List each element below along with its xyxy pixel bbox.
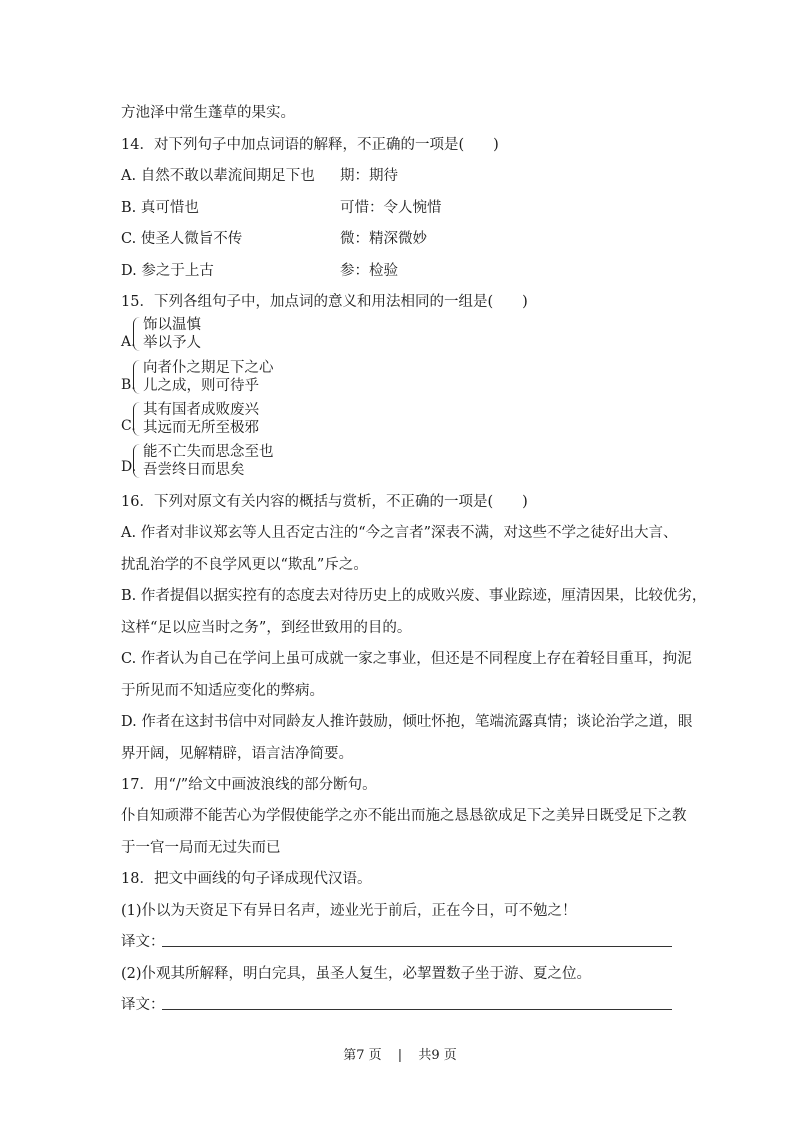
q15-option-a-line1: 饰以温慎 bbox=[143, 317, 201, 333]
q18-answer-line-1[interactable] bbox=[162, 946, 672, 947]
q14-option-c-explanation: 微：精深微妙 bbox=[340, 231, 427, 247]
q16-option-d-line2: 界开阔，见解精辟，语言洁净简要。 bbox=[121, 746, 353, 762]
q15-option-d-line1: 能不亡失而思念至也 bbox=[143, 444, 274, 460]
q15-option-d-label: D. bbox=[121, 459, 137, 475]
q18-sentence-2: (2)仆观其所解释，明白完具，虽圣人复生，必挈置数子坐于游、夏之位。 bbox=[121, 966, 592, 982]
q15-option-b-brace bbox=[133, 360, 141, 394]
q18-translation-label-2: 译文： bbox=[121, 997, 165, 1013]
q15-option-c-line2: 其远而无所至极邪 bbox=[143, 420, 259, 436]
q15-option-d-line2: 吾尝终日而思矣 bbox=[143, 462, 245, 478]
q15-option-c-brace bbox=[133, 402, 141, 436]
q15-option-c-line1: 其有国者成败废兴 bbox=[143, 402, 259, 418]
q16-option-a-line1: A. 作者对非议郑玄等人且否定古注的“今之言者”深表不满，对这些不学之徒好出大言、 bbox=[121, 525, 678, 541]
q18-translation-label-1: 译文： bbox=[121, 934, 165, 950]
q14-option-d-sentence: D. 参之于上古 bbox=[121, 263, 214, 279]
q14-stem: 14．对下列句子中加点词语的解释，不正确的一项是( ) bbox=[121, 137, 499, 153]
q17-passage-line1: 仆自知顽滞不能苦心为学假使能学之亦不能出而施之恳恳欲成足下之美异日既受足下之教 bbox=[121, 808, 687, 824]
q17-stem: 17．用“/”给文中画波浪线的部分断句。 bbox=[121, 777, 377, 793]
q15-option-d-brace bbox=[133, 444, 141, 478]
q14-option-b-sentence: B. 真可惜也 bbox=[121, 200, 199, 216]
q15-option-b-label: B. bbox=[121, 377, 136, 393]
q16-option-d-line1: D. 作者在这封书信中对同龄友人推许鼓励，倾吐怀抱，笔端流露真情；谈论治学之道，眼 bbox=[121, 714, 693, 730]
q15-option-a-line2: 举以予人 bbox=[143, 335, 201, 351]
page-footer bbox=[0, 1047, 800, 1065]
q16-option-b-line2: 这样“足以应当时之务”，到经世致用的目的。 bbox=[121, 620, 412, 636]
page-total: 共9 页 bbox=[418, 1048, 457, 1063]
q18-stem: 18．把文中画线的句子译成现代汉语。 bbox=[121, 871, 372, 887]
footer-separator: | bbox=[397, 1048, 403, 1063]
q15-option-a-brace bbox=[133, 317, 141, 351]
q14-option-b-explanation: 可惜：令人惋惜 bbox=[340, 200, 442, 216]
q15-option-a-label: A. bbox=[121, 334, 136, 350]
q15-option-b-line2: 儿之成，则可待乎 bbox=[143, 378, 259, 394]
q18-sentence-1: (1)仆以为天资足下有异日名声，迹业光于前后，正在今日，可不勉之！ bbox=[121, 903, 577, 919]
q14-option-c-sentence: C. 使圣人微旨不传 bbox=[121, 231, 243, 247]
q15-option-c-label: C. bbox=[121, 418, 136, 434]
q15-stem: 15．下列各组句子中，加点词的意义和用法相同的一组是( ) bbox=[121, 294, 528, 310]
q16-option-a-line2: 扰乱治学的不良学风更以“欺乱”斥之。 bbox=[121, 557, 368, 573]
q14-option-a-explanation: 期：期待 bbox=[340, 168, 398, 184]
q18-answer-line-2[interactable] bbox=[162, 1009, 672, 1010]
q17-passage-line2: 于一官一局而无过失而已 bbox=[121, 840, 281, 856]
q14-option-d-explanation: 参：检验 bbox=[340, 263, 398, 279]
q16-stem: 16．下列对原文有关内容的概括与赏析，不正确的一项是( ) bbox=[121, 494, 528, 510]
q16-option-c-line2: 于所见而不知适应变化的弊病。 bbox=[121, 683, 324, 699]
continued-text-line: 方池泽中常生蓬草的果实。 bbox=[121, 105, 295, 121]
q16-option-c-line1: C. 作者认为自己在学问上虽可成就一家之事业，但还是不同程度上存在着轻目重耳，拘泥 bbox=[121, 651, 692, 667]
q16-option-b-line1: B. 作者提倡以据实控有的态度去对待历史上的成败兴废、事业踪迹，厘清因果，比较优劣， bbox=[121, 588, 707, 604]
q14-option-a-sentence: A. 自然不敢以辈流间期足下也 bbox=[121, 168, 315, 184]
page-number: 第7 页 bbox=[343, 1048, 382, 1063]
q15-option-b-line1: 向者仆之期足下之心 bbox=[143, 360, 274, 376]
